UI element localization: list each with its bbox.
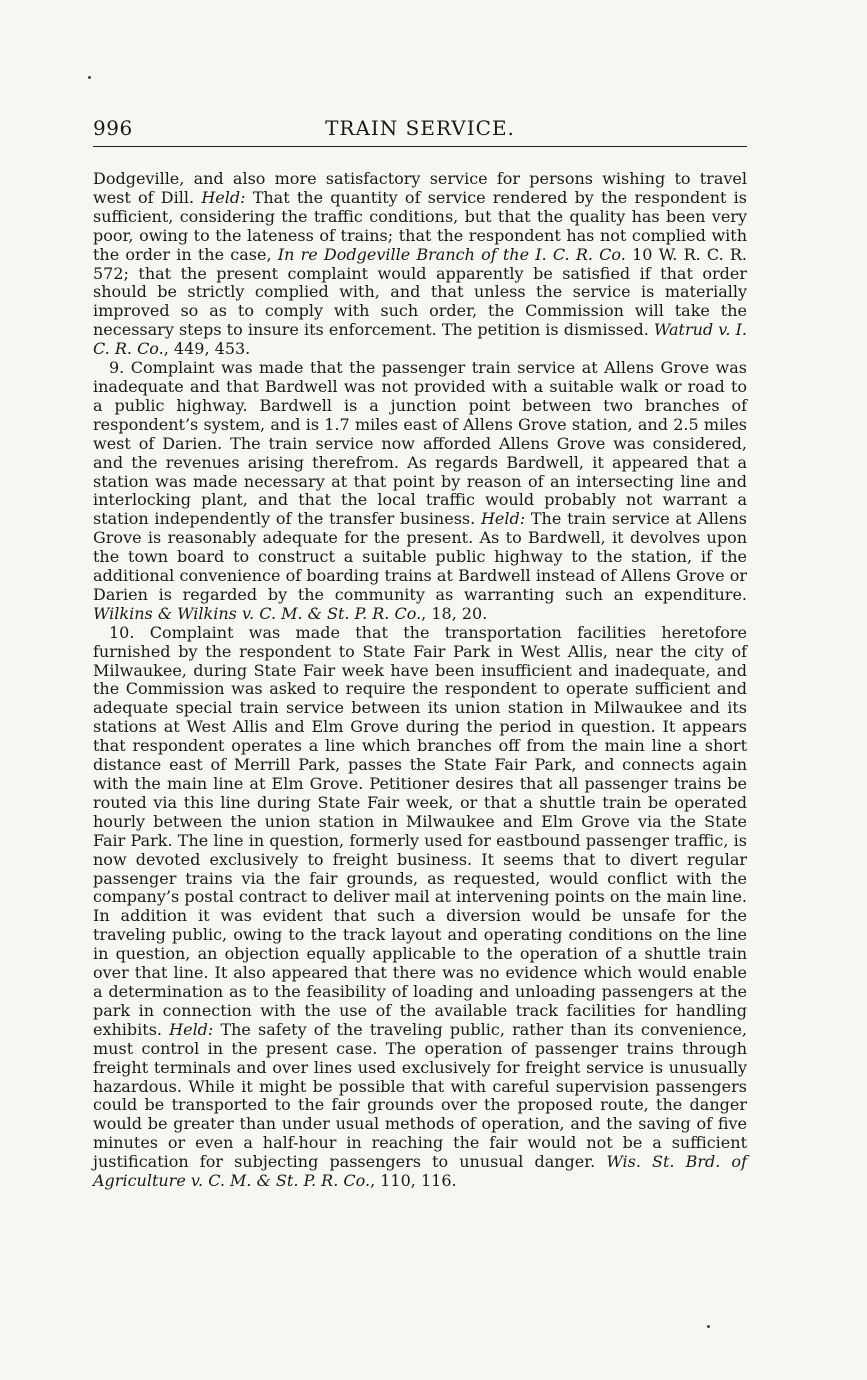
text-run: 9. Complaint was made that the passenger train service at Allens Grove was inadequate and that Bardwell was not provided with a suitable walk or road to a public highway. Bardwell is a junction point between two branches of respondent’s system, and is 1.7 miles east of Allens Grove station, and 2.5 miles west of Darien. The train service now afforded Allens Grove was considered, and the revenues arising therefrom. As regards Bardwell, it appeared that a station was made necessary at that point by reason of an intersecting line and interlocking plant, and that the local traffic would probably not warrant a station independently of the transfer business. <box>93 358 747 529</box>
italic-citation: In re Dodgeville Branch of the I. C. R. Co. <box>277 244 626 264</box>
body-text <box>93 170 747 1191</box>
text-run: , 449, 453. <box>163 339 251 359</box>
scan-speck <box>707 1325 710 1328</box>
text-run: 10 W. R. C. R. 572; that the present complaint would apparently be satisfied if that order should be strictly complied with, and that unless the service is materially improved so as to comply with such order, the Commission will take the necessary steps to insure its enforcement. The petition is dismissed. <box>93 244 748 340</box>
running-title: TRAIN SERVICE. <box>325 116 515 140</box>
text-run: That the quantity of service rendered by the respondent is sufficient, considering the traffic conditions, but that the quality has been very poor, owing to the lateness of trains; that the respondent has not complied with the order in the case, <box>93 187 748 264</box>
scan-speck <box>88 76 91 79</box>
italic-citation: Held: <box>201 187 246 207</box>
paragraph-9 <box>93 359 747 624</box>
text-run: The safety of the traveling public, rather than its convenience, must control in the present case. The operation of passenger trains through freight terminals and over lines used exclusively for freight service is unusually hazardous. While it might be possible that with careful supervision passengers could be transported to the fair grounds over the proposed route, the danger would be greater than under usual methods of operation, and the saving of five minutes or even a half-hour in reaching the fair would not be a sufficient justification for subjecting passengers to unusual danger. <box>93 1019 747 1172</box>
italic-citation: Watrud v. I. C. R. Co. <box>93 320 748 359</box>
text-run: The train service at Allens Grove is reasonably adequate for the present. As to Bardwell, it devolves upon the town board to construct a suitable public highway to the station, if the additional convenience of boarding trains at Bardwell instead of Allens Grove or Darien is regarded by the community as warranting such an expenditure. <box>93 509 747 604</box>
italic-citation: Wilkins & Wilkins v. C. M. & St. P. R. Co. <box>93 603 422 623</box>
text-run: 10. Complaint was made that the transportation facilities heretofore furnished by the respondent to State Fair Park in West Allis, near the city of Milwaukee, during State Fair week have been insufficient and inadequate, and the Commission was asked to require the respondent to operate sufficient and adequate special train service between its union station in Milwaukee and its stations at West Allis and Elm Grove during the period in question. It appears that respondent operates a line which branches off from the main line a short distance east of Merrill Park, passes the State Fair Park, and connects again with the main line at Elm Grove. Petitioner desires that all passenger trains be routed via this line during State Fair week, or that a shuttle train be operated hourly between the union station in Milwaukee and Elm Grove via the State Fair Park. The line in question, formerly used for eastbound passenger traffic, is now devoted exclusively to freight business. It seems that to divert regular passenger trains via the fair grounds, as requested, would conflict with the company’s postal contract to deliver mail at intervening points on the main line. In addition it was evident that such a diversion would be unsafe for the traveling public, owing to the track layout and operating conditions on the line in question, an objection equally applicable to the operation of a shuttle train over that line. It also appeared that there was no evidence which would enable a determination as to the feasibility of loading and unloading passengers at the park in connection with the use of the available track facilities for handling exhibits. <box>93 622 747 1039</box>
header-rule <box>93 146 747 147</box>
page-header <box>93 116 747 146</box>
italic-citation: Held: <box>480 509 526 529</box>
text-run: Dodgeville, and also more satisfactory service for persons wishing to travel west of Dill. <box>93 169 747 207</box>
italic-citation: Wis. St. Brd. of Agriculture v. C. M. & St. P. R. Co. <box>93 1152 747 1191</box>
paragraph-10 <box>93 624 747 1191</box>
paragraph-continuation <box>93 170 747 359</box>
text-run: , 110, 116. <box>370 1171 457 1191</box>
text-run: , 18, 20. <box>421 603 488 623</box>
italic-citation: Held: <box>169 1019 214 1039</box>
page-number: 996 <box>93 116 133 140</box>
